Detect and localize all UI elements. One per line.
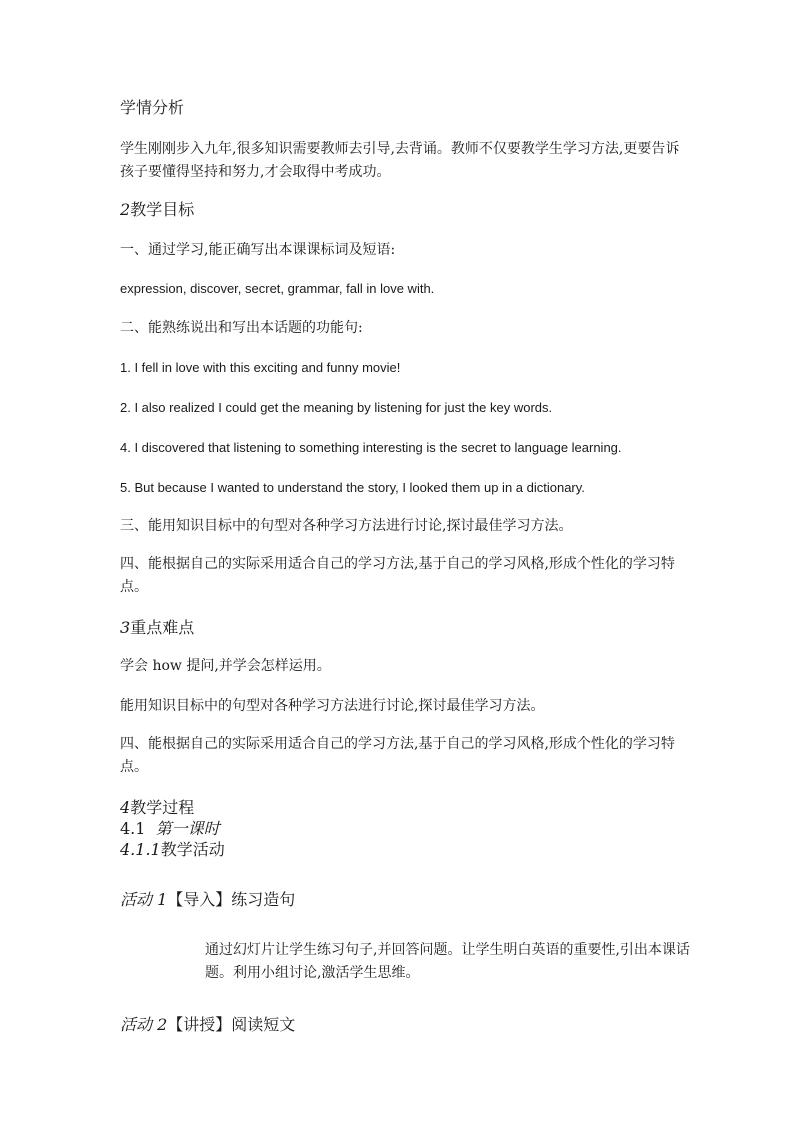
activity-2-tag: 【讲授】 xyxy=(167,1015,232,1034)
analysis-paragraph: 学生刚刚步入九年,很多知识需要教师去引导,去背诵。教师不仅要教学生学习方法,更要告诉孩子要懂得坚持和努力,才会取得中考成功。 xyxy=(120,141,680,180)
activity-2-title: 阅读短文 xyxy=(231,1015,296,1034)
keypoint-1: 学会 how 提问,并学会怎样运用。 xyxy=(120,658,331,674)
activity-1-body: 通过幻灯片让学生练习句子,并回答问题。让学生明白英语的重要性,引出本课话题。利用小组讨论,激活学生思维。 xyxy=(205,942,690,981)
sentence-2: 2. I also realized I could get the meaning by listening for just the key words. xyxy=(120,400,553,415)
sentence-4: 4. I discovered that listening to something interesting is the secret to language learning. xyxy=(120,440,622,455)
activity-1-heading xyxy=(120,892,295,908)
keypoint-3: 四、能根据自己的实际采用适合自己的学习方法,基于自己的学习风格,形成个性化的学习特点。 xyxy=(120,736,675,775)
activity-1-title: 练习造句 xyxy=(231,890,296,909)
process-subsub-title: 教学活动 xyxy=(160,840,225,859)
keypoints-heading xyxy=(120,620,194,636)
activity-1-tag: 【导入】 xyxy=(167,890,232,909)
process-number: 4 xyxy=(120,798,131,817)
process-title: 教学过程 xyxy=(130,798,195,817)
process-subsub-number: 4.1.1 xyxy=(120,840,161,859)
process-sub-number: 4.1 xyxy=(120,819,146,838)
objective-item-3: 三、能用知识目标中的句型对各种学习方法进行讨论,探讨最佳学习方法。 xyxy=(120,518,573,534)
objective-item-2: 二、能熟练说出和写出本话题的功能句: xyxy=(120,320,363,336)
activity-1-prefix: 活动 1 xyxy=(120,890,168,909)
activity-2-prefix: 活动 2 xyxy=(120,1015,168,1034)
keypoints-number: 3 xyxy=(120,618,131,637)
objectives-title: 教学目标 xyxy=(130,200,195,219)
objective-item-4: 四、能根据自己的实际采用适合自己的学习方法,基于自己的学习风格,形成个性化的学习特点。 xyxy=(120,556,675,595)
vocab-list: expression, discover, secret, grammar, fall in love with. xyxy=(120,281,435,296)
analysis-heading: 学情分析 xyxy=(120,98,185,117)
keypoints-title: 重点难点 xyxy=(130,618,195,637)
sentence-5: 5. But because I wanted to understand the story, I looked them up in a dictionary. xyxy=(120,480,585,495)
process-subheading xyxy=(120,821,220,837)
objectives-number: 2 xyxy=(120,200,131,219)
process-subsubheading xyxy=(120,842,225,858)
keypoint-2: 能用知识目标中的句型对各种学习方法进行讨论,探讨最佳学习方法。 xyxy=(120,698,545,714)
process-heading xyxy=(120,800,194,816)
sentence-1: 1. I fell in love with this exciting and funny movie! xyxy=(120,360,401,375)
activity-2-heading xyxy=(120,1017,295,1033)
process-sub-title: 第一课时 xyxy=(155,819,220,838)
objectives-heading xyxy=(120,202,194,218)
objective-item-1: 一、通过学习,能正确写出本课课标词及短语: xyxy=(120,242,396,258)
